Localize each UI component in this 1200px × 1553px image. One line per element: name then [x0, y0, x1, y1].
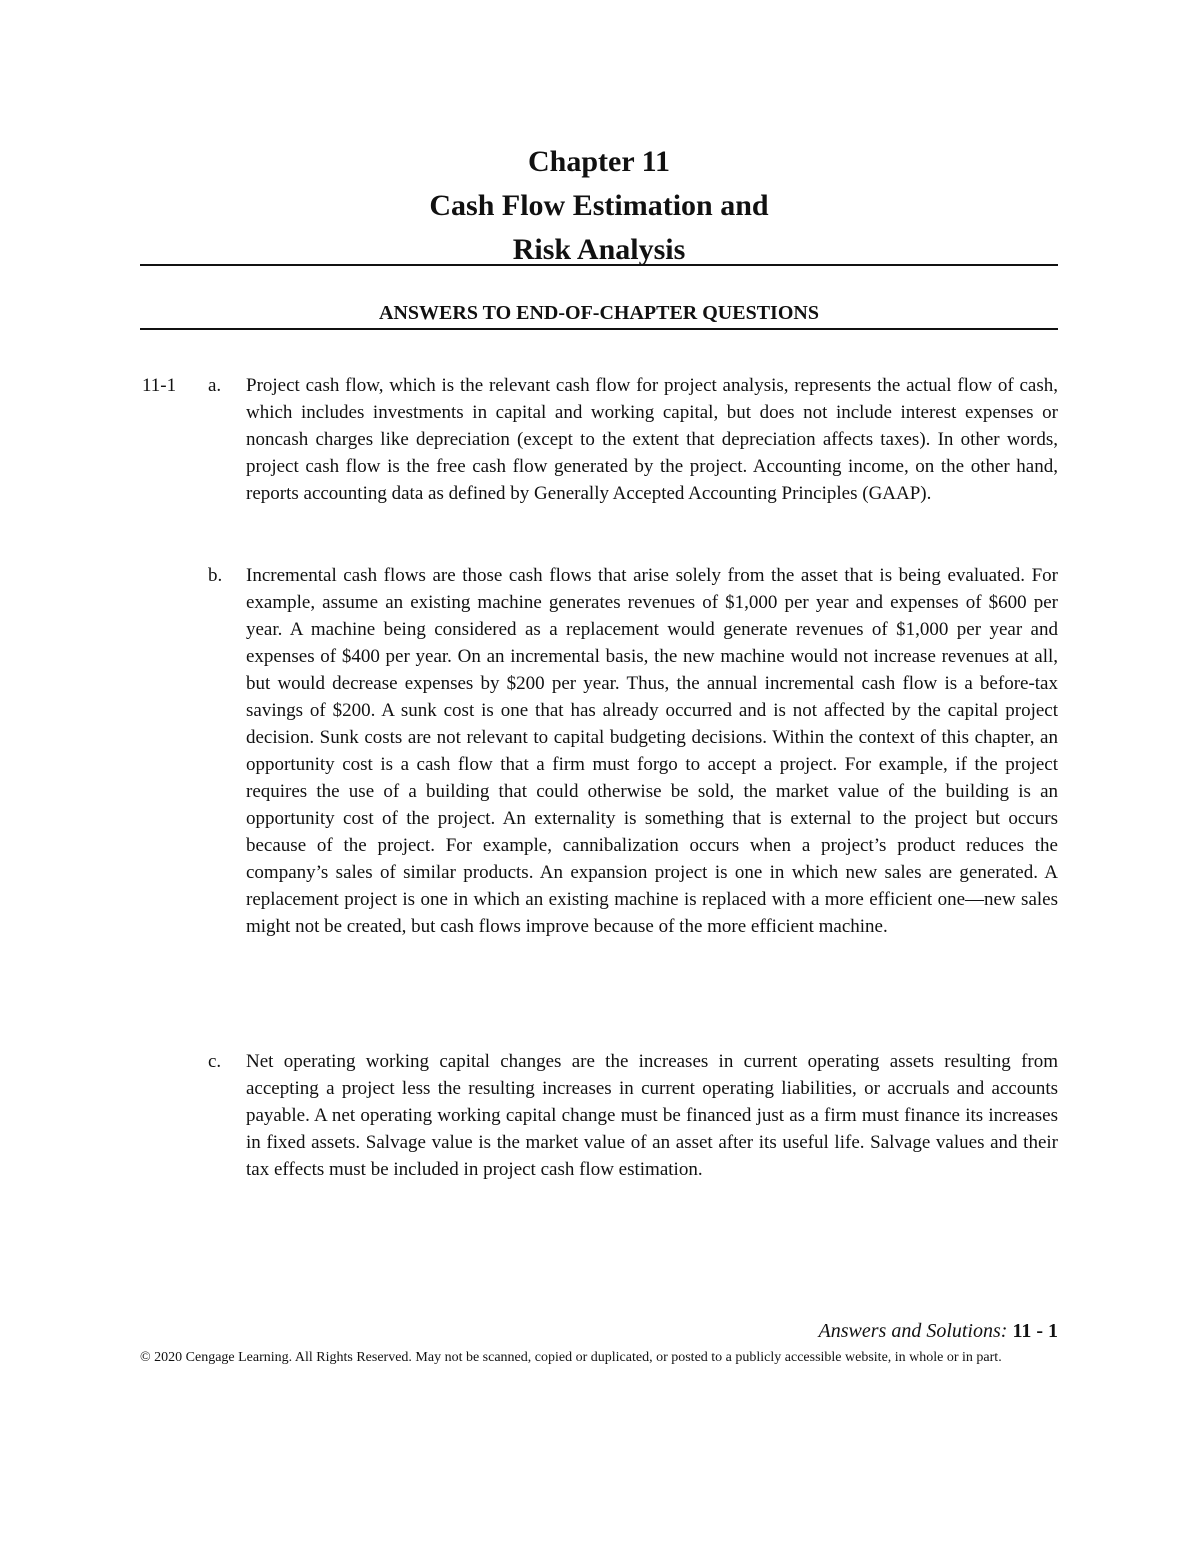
answer-part-text: Incremental cash flows are those cash flows that arise solely from the asset that is being evaluated. For example, assume an existing machine generates revenues of $1,000 per year and expenses of $600 per year. A machine being considered as a replacement would generate revenues of $1,000 per year and expenses of $400 per year. On an incremental basis, the new machine would not increase revenues at all, but would decrease expenses by $200 per year. Thus, the annual incremental cash flow is a before-tax savings of $200. A sunk cost is one that has already occurred and is not affected by the capital project decision. Sunk costs are not relevant to capital budgeting decisions. Within the context of this chapter, an opportunity cost is a cash flow that a firm must forgo to accept a project. For example, if the project requires the use of a building that could otherwise be sold, the market value of the building is an opportunity cost of the project. An externality is something that is external to the project but occurs because of the project. For example, cannibalization occurs when a project’s product reduces the company’s sales of similar products. An expansion project is one in which new sales are generated. A replacement project is one in which an existing machine is replaced with a more efficient one—new sales might not be created, but cash flows improve because of the more efficient machine. [246, 565, 1058, 937]
chapter-number: Chapter 11 [528, 145, 670, 178]
section-heading: ANSWERS TO END-OF-CHAPTER QUESTIONS [379, 302, 819, 324]
chapter-title-line-1: Cash Flow Estimation and [429, 189, 769, 222]
answer-part-text: Net operating working capital changes are the increases in current operating assets resulting from accepting a project less the resulting increases in current operating liabilities, or accruals and accounts payable. A net operating working capital change must be financed just as a firm must finance its increases in fixed assets. Salvage value is the market value of an asset after its useful life. Salvage values and their tax effects must be included in project cash flow estimation. [246, 1051, 1058, 1180]
chapter-title-line-2: Risk Analysis [512, 233, 686, 266]
answer-part-c [208, 1048, 1058, 1183]
chapter-title-block [140, 140, 1058, 272]
answer-part-b [208, 562, 1058, 940]
answer-part-text: Project cash flow, which is the relevant cash flow for project analysis, represents the actual flow of cash, which includes investments in capital and working capital, but does not include interest expenses or noncash charges like depreciation (except to the extent that depreciation affects taxes). In other words, project cash flow is the free cash flow generated by the project. Accounting income, on the other hand, reports accounting data as defined by Generally Accepted Accounting Principles (GAAP). [246, 375, 1058, 504]
title-divider [140, 264, 1058, 266]
page-number: 11 - 1 [1012, 1320, 1058, 1342]
copyright-notice: © 2020 Cengage Learning. All Rights Reserved. May not be scanned, copied or duplicated, or posted to a publicly accessible website, in whole or in part. [140, 1350, 1002, 1365]
answer-part-letter: c. [208, 1051, 222, 1072]
page-footer [140, 1318, 1058, 1344]
section-divider [140, 328, 1058, 330]
answer-part-letter: b. [208, 565, 223, 586]
answer-part-a [208, 372, 1058, 507]
footer-label: Answers and Solutions: [818, 1320, 1008, 1342]
question-number: 11-1 [142, 375, 177, 396]
answer-part-letter: a. [208, 375, 222, 396]
